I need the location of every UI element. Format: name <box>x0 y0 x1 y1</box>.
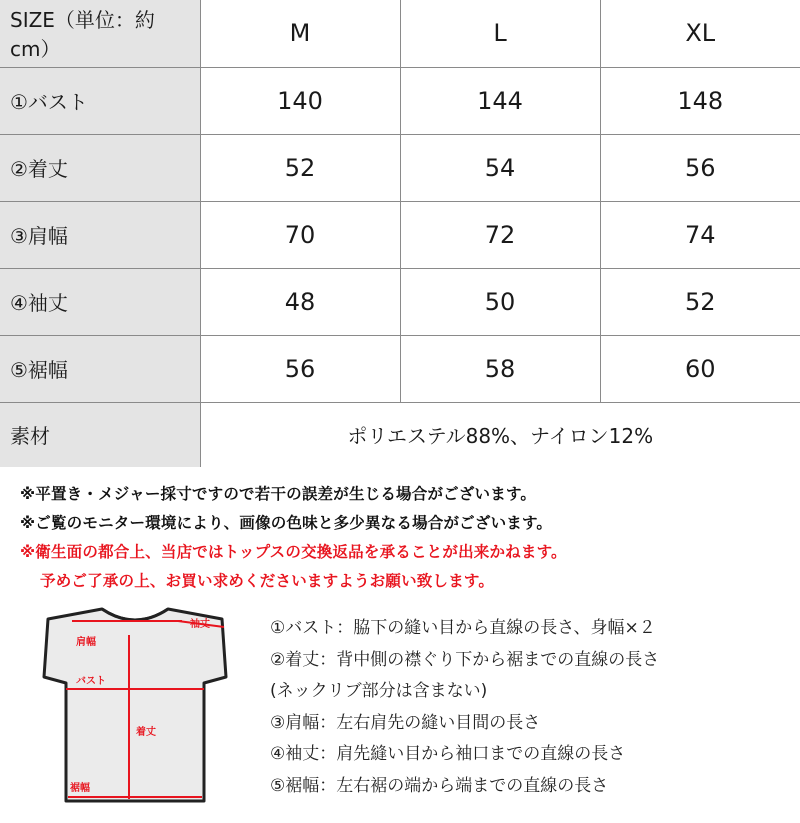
measure-length: ②着丈：背中側の襟ぐり下から裾までの直線の長さ <box>270 649 660 670</box>
size-l-header: L <box>400 0 600 67</box>
shoulder-m: 70 <box>200 201 400 268</box>
table-row-material <box>0 402 800 467</box>
material-value: ポリエステル88%、ナイロン12% <box>200 402 800 467</box>
row-label-sleeve: ④袖丈 <box>0 268 200 335</box>
size-unit-label: SIZE（単位：約 cm） <box>0 0 200 67</box>
sleeve-m: 48 <box>200 268 400 335</box>
table-row-length <box>0 134 800 201</box>
measure-hem: ⑤裾幅：左右裾の端から端までの直線の長さ <box>270 775 609 796</box>
note-acknowledge: 予めご了承の上、お買い求めくださいますようお願い致します。 <box>40 572 495 590</box>
shoulder-xl: 74 <box>600 201 800 268</box>
size-xl-header: XL <box>600 0 800 67</box>
bust-l: 144 <box>400 67 600 134</box>
row-label-bust: ①バスト <box>0 67 200 134</box>
length-l: 54 <box>400 134 600 201</box>
sleeve-l: 50 <box>400 268 600 335</box>
diagram-label-bust: バスト <box>76 676 106 687</box>
diagram-label-length: 着丈 <box>136 727 156 738</box>
tshirt-diagram <box>18 607 243 807</box>
row-label-material: 素材 <box>0 402 200 467</box>
size-m-header: M <box>200 0 400 67</box>
size-header-row <box>0 0 800 67</box>
diagram-label-sleeve: 袖丈 <box>190 619 210 630</box>
sleeve-xl: 52 <box>600 268 800 335</box>
measure-length-note: (ネックリブ部分は含まない) <box>270 681 488 701</box>
notes <box>20 480 800 596</box>
tshirt-outline <box>44 609 226 801</box>
shoulder-l: 72 <box>400 201 600 268</box>
bust-xl: 148 <box>600 67 800 134</box>
note-measurement-error: ※平置き・メジャー採寸ですので若干の誤差が生じる場合がございます。 <box>20 485 537 503</box>
diagram-label-shoulder: 肩幅 <box>76 637 96 648</box>
note-no-returns: ※衛生面の都合上、当店ではトップスの交換返品を承ることが出来かねます。 <box>20 543 567 561</box>
note-monitor-color: ※ご覧のモニター環境により、画像の色味と多少異なる場合がございます。 <box>20 514 553 532</box>
measure-sleeve: ④袖丈：肩先縫い目から袖口までの直線の長さ <box>270 744 626 764</box>
row-label-hem: ⑤裾幅 <box>0 335 200 402</box>
table-row-sleeve <box>0 268 800 335</box>
row-label-length: ②着丈 <box>0 134 200 201</box>
length-xl: 56 <box>600 134 800 201</box>
table-row-shoulder <box>0 201 800 268</box>
row-label-shoulder: ③肩幅 <box>0 201 200 268</box>
hem-l: 58 <box>400 335 600 402</box>
table-row-hem <box>0 335 800 402</box>
diagram-label-hem: 裾幅 <box>70 783 90 794</box>
measure-shoulder: ③肩幅：左右肩先の縫い目間の長さ <box>270 712 541 733</box>
hem-m: 56 <box>200 335 400 402</box>
hem-xl: 60 <box>600 335 800 402</box>
measure-bust: ①バスト：脇下の縫い目から直線の長さ、身幅×２ <box>270 618 656 638</box>
length-m: 52 <box>200 134 400 201</box>
measurement-guide <box>270 613 790 802</box>
bust-m: 140 <box>200 67 400 134</box>
table-row-bust <box>0 67 800 134</box>
